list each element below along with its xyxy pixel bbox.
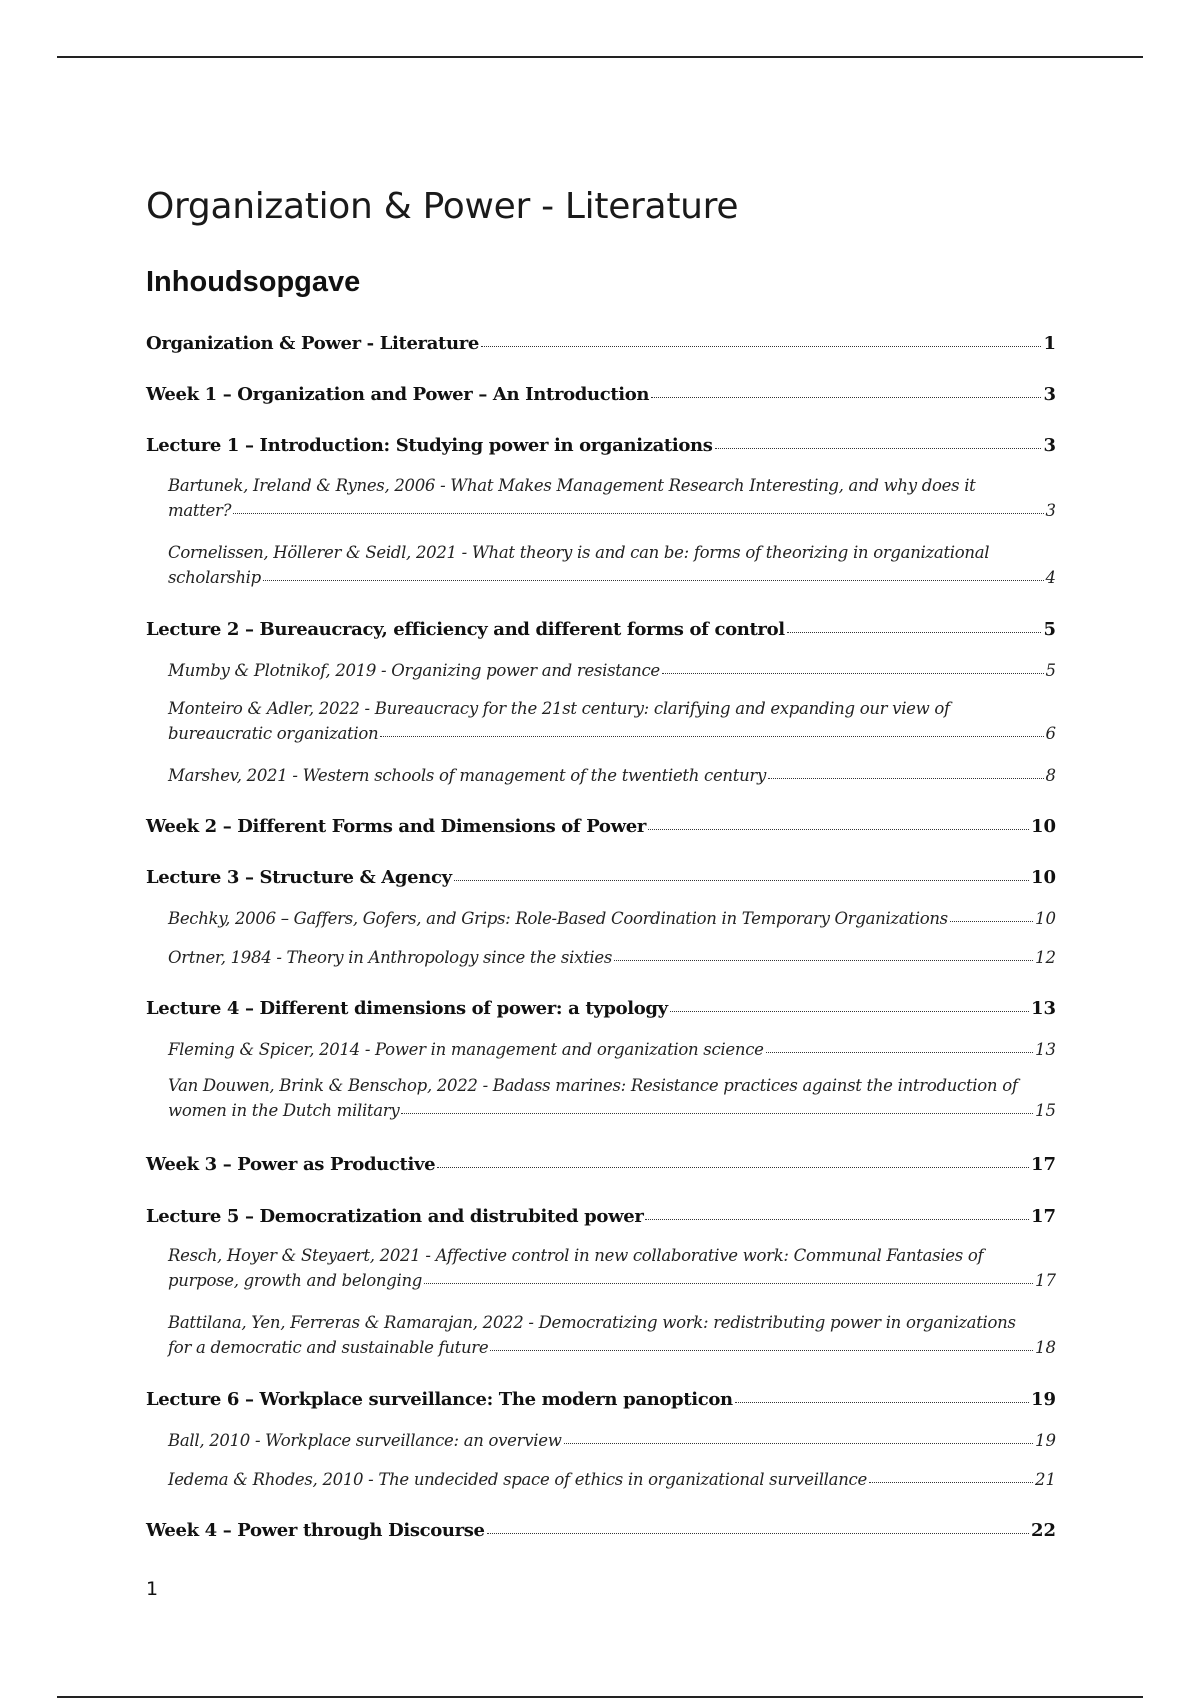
toc-entry-title: Lecture 3 – Structure & Agency	[146, 867, 452, 888]
toc-leader-dots	[401, 1112, 1033, 1114]
toc-leader-dots	[424, 1282, 1033, 1284]
toc-entry-title: Lecture 5 – Democratization and distrubited power	[146, 1206, 644, 1227]
toc-entry-page: 21	[1035, 1470, 1056, 1489]
toc-entry-page: 10	[1030, 816, 1056, 837]
toc-entry-title: Ball, 2010 - Workplace surveillance: an overview	[168, 1431, 562, 1450]
toc-entry[interactable]	[168, 1246, 1056, 1290]
toc-entry-title-line1: Van Douwen, Brink & Benschop, 2022 - Badass marines: Resistance practices against the introduction of	[168, 1076, 1018, 1095]
toc-leader-dots	[768, 777, 1043, 779]
toc-leader-dots	[437, 1166, 1029, 1168]
toc-leader-dots	[614, 959, 1033, 961]
toc-entry-title: Lecture 6 – Workplace surveillance: The modern panopticon	[146, 1389, 733, 1410]
toc-entry-page: 12	[1035, 948, 1056, 967]
page-number: 1	[146, 1578, 159, 1600]
toc-entry-page: 1	[1043, 333, 1056, 354]
toc-entry[interactable]	[168, 476, 1056, 520]
toc-entry-page: 3	[1045, 501, 1056, 520]
toc-entry-title: for a democratic and sustainable future	[168, 1338, 489, 1357]
toc-leader-dots	[651, 396, 1041, 398]
toc-entry[interactable]	[146, 435, 1056, 456]
toc-entry[interactable]	[146, 1520, 1056, 1541]
toc-entry[interactable]	[168, 661, 1056, 680]
toc-entry-title-line1: Battilana, Yen, Ferreras & Ramarajan, 2022 - Democratizing work: redistributing power in organizations	[168, 1313, 1016, 1332]
toc-entry[interactable]	[146, 816, 1056, 837]
toc-entry-title: Lecture 4 – Different dimensions of power: a typology	[146, 998, 668, 1019]
toc-entry-page: 13	[1030, 998, 1056, 1019]
header-rule	[57, 56, 1143, 58]
toc-entry-page: 18	[1035, 1338, 1056, 1357]
toc-entry[interactable]	[168, 1076, 1056, 1120]
toc-entry[interactable]	[168, 1431, 1056, 1450]
toc-entry[interactable]	[168, 699, 1056, 743]
toc-entry[interactable]	[168, 543, 1056, 587]
toc-heading: Inhoudsopgave	[146, 266, 361, 298]
toc-entry-title: Bechky, 2006 – Gaffers, Gofers, and Grips: Role-Based Coordination in Temporary Organizations	[168, 909, 948, 928]
toc-entry-title-line1: Monteiro & Adler, 2022 - Bureaucracy for the 21st century: clarifying and expanding our view of	[168, 699, 950, 718]
toc-leader-dots	[645, 1218, 1028, 1220]
toc-entry-title: Ortner, 1984 - Theory in Anthropology since the sixties	[168, 948, 613, 967]
toc-leader-dots	[380, 735, 1043, 737]
toc-entry-title: matter?	[168, 501, 232, 520]
toc-leader-dots	[564, 1442, 1033, 1444]
toc-leader-dots	[735, 1401, 1029, 1403]
toc-leader-dots	[670, 1010, 1029, 1012]
toc-entry[interactable]	[168, 1313, 1056, 1357]
toc-entry[interactable]	[168, 1470, 1056, 1489]
toc-entry-page: 13	[1035, 1040, 1056, 1059]
toc-entry-title: Mumby & Plotnikof, 2019 - Organizing power and resistance	[168, 661, 660, 680]
toc-leader-dots	[787, 631, 1042, 633]
toc-entry[interactable]	[146, 1154, 1056, 1175]
toc-entry-page: 5	[1043, 619, 1056, 640]
toc-leader-dots	[648, 828, 1029, 830]
toc-entry[interactable]	[146, 1389, 1056, 1410]
toc-entry[interactable]	[146, 333, 1056, 354]
toc-entry[interactable]	[168, 1040, 1056, 1059]
toc-entry-page: 8	[1045, 766, 1056, 785]
toc-entry-page: 10	[1030, 867, 1056, 888]
toc-leader-dots	[233, 512, 1043, 514]
toc-entry[interactable]	[146, 867, 1056, 888]
document-title: Organization & Power - Literature	[146, 186, 739, 227]
toc-leader-dots	[766, 1051, 1033, 1053]
toc-leader-dots	[950, 920, 1033, 922]
toc-entry-page: 19	[1035, 1431, 1056, 1450]
toc-entry-page: 17	[1030, 1206, 1056, 1227]
toc-leader-dots	[490, 1349, 1033, 1351]
toc-entry-title: Organization & Power - Literature	[146, 333, 479, 354]
toc-entry-title: Week 4 – Power through Discourse	[146, 1520, 485, 1541]
toc-entry-page: 17	[1035, 1271, 1056, 1290]
toc-entry-page: 5	[1045, 661, 1056, 680]
toc-entry-title-line1: Bartunek, Ireland & Rynes, 2006 - What Makes Management Research Interesting, and why does it	[168, 476, 976, 495]
toc-leader-dots	[487, 1532, 1029, 1534]
toc-entry-title: Marshev, 2021 - Western schools of management of the twentieth century	[168, 766, 767, 785]
toc-entry-page: 17	[1030, 1154, 1056, 1175]
toc-entry-title: scholarship	[168, 568, 261, 587]
toc-entry-title: purpose, growth and belonging	[168, 1271, 423, 1290]
toc-leader-dots	[481, 345, 1042, 347]
toc-entry-page: 22	[1030, 1520, 1056, 1541]
toc-leader-dots	[869, 1481, 1033, 1483]
toc-entry-title: Week 3 – Power as Productive	[146, 1154, 436, 1175]
toc-entry-title: bureaucratic organization	[168, 724, 379, 743]
toc-leader-dots	[715, 447, 1042, 449]
toc-entry-title-line1: Cornelissen, Höllerer & Seidl, 2021 - What theory is and can be: forms of theorizing in organizational	[168, 543, 990, 562]
toc-entry-title: women in the Dutch military	[168, 1101, 400, 1120]
toc-leader-dots	[263, 579, 1044, 581]
toc-entry-title: Week 2 – Different Forms and Dimensions of Power	[146, 816, 646, 837]
toc-entry[interactable]	[146, 384, 1056, 405]
toc-entry-page: 3	[1043, 384, 1056, 405]
toc-entry-page: 4	[1045, 568, 1056, 587]
toc-entry-title: Lecture 1 – Introduction: Studying power in organizations	[146, 435, 713, 456]
toc-leader-dots	[454, 879, 1029, 881]
toc-leader-dots	[662, 672, 1044, 674]
toc-entry-page: 3	[1043, 435, 1056, 456]
toc-entry-title: Iedema & Rhodes, 2010 - The undecided space of ethics in organizational surveillance	[168, 1470, 867, 1489]
toc-entry-page: 19	[1030, 1389, 1056, 1410]
toc-entry[interactable]	[146, 619, 1056, 640]
toc-entry[interactable]	[168, 948, 1056, 967]
toc-entry-title: Fleming & Spicer, 2014 - Power in management and organization science	[168, 1040, 764, 1059]
toc-entry-page: 6	[1045, 724, 1056, 743]
toc-entry[interactable]	[146, 998, 1056, 1019]
toc-entry-title-line1: Resch, Hoyer & Steyaert, 2021 - Affective control in new collaborative work: Communal Fantasies of	[168, 1246, 984, 1265]
toc-entry[interactable]	[168, 909, 1056, 928]
toc-entry-page: 15	[1035, 1101, 1056, 1120]
footer-rule	[57, 1696, 1143, 1698]
toc-entry-title: Lecture 2 – Bureaucracy, efficiency and different forms of control	[146, 619, 785, 640]
toc-entry-page: 10	[1035, 909, 1056, 928]
toc-entry[interactable]	[146, 1206, 1056, 1227]
toc-entry[interactable]	[168, 766, 1056, 785]
toc-entry-title: Week 1 – Organization and Power – An Introduction	[146, 384, 650, 405]
